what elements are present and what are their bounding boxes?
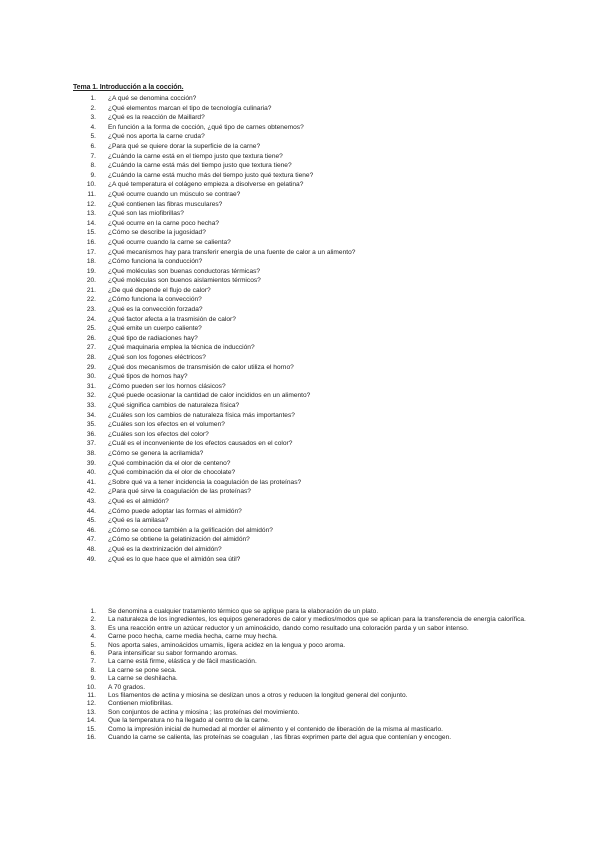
question-item-number: 8. — [90, 162, 96, 170]
answer-item — [80, 650, 530, 658]
answer-item-text: La naturaleza de los ingredientes, los equipos generadores de calor y medios/modos que se aplican para la transferencia de energía calorífica. — [108, 616, 526, 624]
question-item-number: 32. — [86, 392, 96, 400]
answer-item-number: 9. — [90, 675, 96, 683]
question-item-number: 29. — [86, 363, 96, 371]
answer-item-number: 5. — [90, 641, 96, 649]
question-item-number: 5. — [90, 133, 96, 141]
question-item-text: ¿A qué se denomina cocción? — [108, 95, 197, 102]
question-item-number: 24. — [86, 315, 96, 323]
question-item-text: ¿Qué es lo que hace que el almidón sea útil? — [108, 555, 241, 563]
question-item-text: ¿Qué factor afecta a la trasmisión de calor? — [108, 315, 236, 323]
question-item-text: ¿Qué mecanismos hay para transferir energía de una fuente de calor a un alimento? — [108, 248, 356, 256]
answer-item-text: Que la temperatura no ha llegado al centro de la carne. — [108, 717, 270, 725]
answer-item-text: Carne poco hecha, carne media hecha, carne muy hecha. — [108, 633, 278, 641]
question-item-number: 20. — [86, 277, 96, 285]
question-item-text: ¿A qué temperatura el colágeno empieza a disolverse en gelatina? — [108, 181, 304, 189]
question-item-text: ¿Sobre qué va a tener incidencia la coagulación de las proteínas? — [108, 478, 302, 486]
question-item-number: 10. — [86, 181, 96, 189]
answer-item — [80, 692, 530, 700]
answer-item — [80, 726, 530, 734]
question-item-text: ¿Cómo funciona la convección? — [108, 296, 202, 304]
question-item-number: 45. — [86, 517, 96, 525]
question-item-number: 22. — [86, 296, 96, 304]
answer-item-number: 10. — [86, 683, 96, 691]
question-item-text: ¿Cómo pueden ser los hornos clásicos? — [108, 382, 226, 390]
question-item-number: 27. — [86, 344, 96, 352]
answer-item-text: La carne se deshilacha. — [108, 675, 178, 683]
answer-item-text: La carne se pone seca. — [108, 666, 177, 674]
answer-item — [80, 667, 530, 675]
question-item-text: ¿Qué ocurre cuando un músculo se contrae? — [108, 190, 241, 198]
question-item-number: 4. — [90, 123, 96, 131]
question-item-number: 39. — [86, 459, 96, 467]
question-item-number: 47. — [86, 536, 96, 544]
question-item-text: ¿Qué combinación da el olor de chocolate? — [108, 469, 236, 477]
answer-item-number: 7. — [90, 658, 96, 666]
question-item-number: 49. — [86, 555, 96, 563]
question-item-number: 37. — [86, 440, 96, 448]
question-item-number: 30. — [86, 373, 96, 381]
question-item-text: ¿Cuándo la carne está más del tiempo justo que textura tiene? — [108, 162, 292, 170]
answer-item-text: Contienen miofibrillas. — [108, 700, 173, 708]
question-item-number: 35. — [86, 421, 96, 429]
question-item-text: ¿Qué maquinaria emplea la técnica de inducción? — [108, 344, 255, 352]
question-item-text: ¿Qué son los fogones eléctricos? — [108, 354, 206, 362]
question-item-text: ¿Qué puede ocasionar la cantidad de calor incididos en un alimento? — [108, 392, 311, 400]
question-item-text: ¿Qué es el almidón? — [108, 497, 169, 505]
question-item-text: ¿Cómo se obtiene la gelatinización del almidón? — [108, 536, 250, 544]
answer-item — [80, 658, 530, 666]
question-item-number: 48. — [86, 545, 96, 553]
question-item-text: ¿Cuáles son los efectos en el volumen? — [108, 421, 225, 429]
question-item-text: ¿Qué tipo de radiaciones hay? — [108, 334, 198, 342]
answer-item-text: Se denomina a cualquier tratamiento térmico que se aplique para la elaboración de un plato. — [108, 608, 379, 615]
answer-item-number: 15. — [86, 725, 96, 733]
answer-item-text: Es una reacción entre un azúcar reductor y un aminoácido, dando como resultado una coloración parda y un sabor intenso. — [108, 624, 469, 632]
question-item-text: ¿Para qué se quiere dorar la superficie de la carne? — [108, 142, 261, 150]
question-item-number: 14. — [86, 219, 96, 227]
answer-item-number: 16. — [86, 734, 96, 742]
question-item-text: ¿Qué contienen las fibras musculares? — [108, 200, 223, 208]
question-item-text: ¿Cómo se describe la jugosidad? — [108, 229, 206, 237]
answer-item-text: Para intensificar su sabor formando aromas. — [108, 650, 238, 658]
answer-item — [80, 684, 530, 692]
answer-item-number: 3. — [90, 624, 96, 632]
question-item-number: 3. — [90, 114, 96, 122]
question-item-text: ¿Qué ocurre cuando la carne se calienta? — [108, 238, 231, 246]
answer-item-number: 1. — [90, 608, 96, 615]
question-item-text: ¿Cómo puede adoptar las formas el almidón? — [108, 507, 242, 515]
question-item-number: 28. — [86, 354, 96, 362]
question-item-text: ¿Qué es la amilasa? — [108, 517, 169, 525]
question-item-number: 25. — [86, 325, 96, 333]
document-title: Tema 1. Introducción a la cocción. — [73, 84, 184, 91]
question-item-text: ¿Cuándo la carne está mucho más del tiempo justo qué textura tiene? — [108, 171, 314, 179]
question-item-text: ¿Qué es la reacción de Maillard? — [108, 114, 205, 122]
answer-item — [80, 700, 530, 708]
question-item-number: 17. — [86, 248, 96, 256]
question-item-number: 23. — [86, 306, 96, 314]
answer-item — [80, 709, 530, 717]
question-item-text: ¿Para qué sirve la coagulación de las proteínas? — [108, 488, 251, 496]
question-item-number: 26. — [86, 334, 96, 342]
question-item-text: ¿Qué es la convección forzada? — [108, 306, 203, 314]
question-item-number: 12. — [86, 200, 96, 208]
answer-item — [80, 734, 530, 742]
question-item-number: 7. — [90, 152, 96, 160]
question-item-number: 40. — [86, 469, 96, 477]
question-item-text: ¿Cómo se conoce también a la gelificación del almidón? — [108, 526, 273, 534]
answer-item-number: 12. — [86, 700, 96, 708]
question-item-text: ¿De qué depende el flujo de calor? — [108, 286, 211, 294]
answer-item-number: 8. — [90, 666, 96, 674]
question-item-text: ¿Cómo se genera la acrilamida? — [108, 449, 204, 457]
question-item-text: ¿Cuáles son los cambios de naturaleza física más importantes? — [108, 411, 295, 419]
question-item-number: 13. — [86, 210, 96, 218]
answer-item — [80, 717, 530, 725]
question-item-text: ¿Qué son las miofibrillas? — [108, 210, 184, 218]
answer-item-text: A 70 grados. — [108, 683, 146, 691]
question-item-text: ¿Cuáles son los efectos del color? — [108, 430, 209, 438]
answer-item-number: 6. — [90, 650, 96, 658]
answer-item — [80, 633, 530, 641]
question-item-text: ¿Qué tipos de hornos hay? — [108, 373, 188, 381]
question-item-text: ¿Qué significa cambios de naturaleza física? — [108, 402, 240, 409]
question-item-number: 9. — [90, 171, 96, 179]
answer-item — [80, 616, 530, 624]
answer-item-text: Los filamentos de actina y miosina se deslizan unos a otros y reducen la longitud general del conjunto. — [108, 692, 408, 700]
answer-item-text: La carne está firme, elástica y de fácil masticación. — [108, 658, 257, 666]
question-item-text: ¿Qué nos aporta la carne cruda? — [108, 133, 205, 141]
question-item-text: ¿Qué es la dextrinización del almidón? — [108, 545, 222, 553]
question-item-number: 34. — [86, 411, 96, 419]
question-item-number: 1. — [90, 95, 96, 102]
question-item-text: ¿Cómo funciona la conducción? — [108, 258, 203, 266]
question-item-number: 38. — [86, 449, 96, 457]
question-item-number: 43. — [86, 497, 96, 505]
answer-item-number: 11. — [87, 692, 96, 700]
answer-item — [80, 625, 530, 633]
question-item-text: ¿Qué ocurre en la carne poco hecha? — [108, 219, 220, 227]
answer-item — [80, 642, 530, 650]
question-item-text: ¿Qué moléculas son buenas conductoras térmicas? — [108, 267, 261, 275]
question-item-number: 44. — [86, 507, 96, 515]
question-item-text: En función a la forma de cocción, ¿qué tipo de carnes obtenemos? — [108, 123, 304, 131]
question-item-number: 2. — [90, 104, 96, 112]
question-item-number: 33. — [86, 402, 96, 409]
question-item-text: ¿Qué elementos marcan el tipo de tecnología culinaria? — [108, 104, 272, 112]
question-item-text: ¿Qué moléculas son buenos aislamientos térmicos? — [108, 277, 261, 285]
question-item-number: 19. — [86, 267, 96, 275]
question-item-number: 21. — [86, 286, 96, 294]
answer-item — [80, 608, 530, 616]
question-item-number: 6. — [90, 142, 96, 150]
question-item-number: 46. — [86, 526, 96, 534]
answer-item-number: 13. — [86, 708, 96, 716]
question-item-text: ¿Qué emite un cuerpo caliente? — [108, 325, 202, 333]
answer-item-text: Como la impresión inicial de humedad al morder el alimento y el contenido de liberación de la misma al masticarlo. — [108, 725, 443, 733]
question-item-number: 11. — [87, 190, 96, 198]
question-item-number: 36. — [86, 430, 96, 438]
question-item-number: 18. — [86, 258, 96, 266]
answer-item-number: 4. — [90, 633, 96, 641]
question-item-number: 15. — [86, 229, 96, 237]
answer-item — [80, 675, 530, 683]
question-item-number: 16. — [86, 238, 96, 246]
answer-item-text: Cuando la carne se calienta, las proteínas se coagulan , las fibras exprimen parte del agua que contenían y encogen. — [108, 734, 452, 742]
question-item-text: ¿Qué dos mecanismos de transmisión de calor utiliza el horno? — [108, 363, 294, 371]
answer-item-number: 2. — [90, 616, 96, 624]
question-item-text: ¿Cuándo la carne está en el tiempo justo que textura tiene? — [108, 152, 283, 160]
question-item-text: ¿Qué combinación da el olor de centeno? — [108, 459, 231, 467]
question-item-number: 31. — [86, 382, 96, 390]
answer-item-text: Son conjuntos de actina y miosina ; las proteínas del movimiento. — [108, 708, 300, 716]
question-item-number: 42. — [86, 488, 96, 496]
answer-item-text: Nos aporta sales, aminoácidos umamis, ligera acidez en la lengua y poco aroma. — [108, 641, 346, 649]
answers-list — [80, 608, 530, 743]
question-item-number: 41. — [86, 478, 96, 486]
answer-item-number: 14. — [86, 717, 96, 725]
question-item-text: ¿Cuál es el inconveniente de los efectos causados en el color? — [108, 440, 293, 448]
